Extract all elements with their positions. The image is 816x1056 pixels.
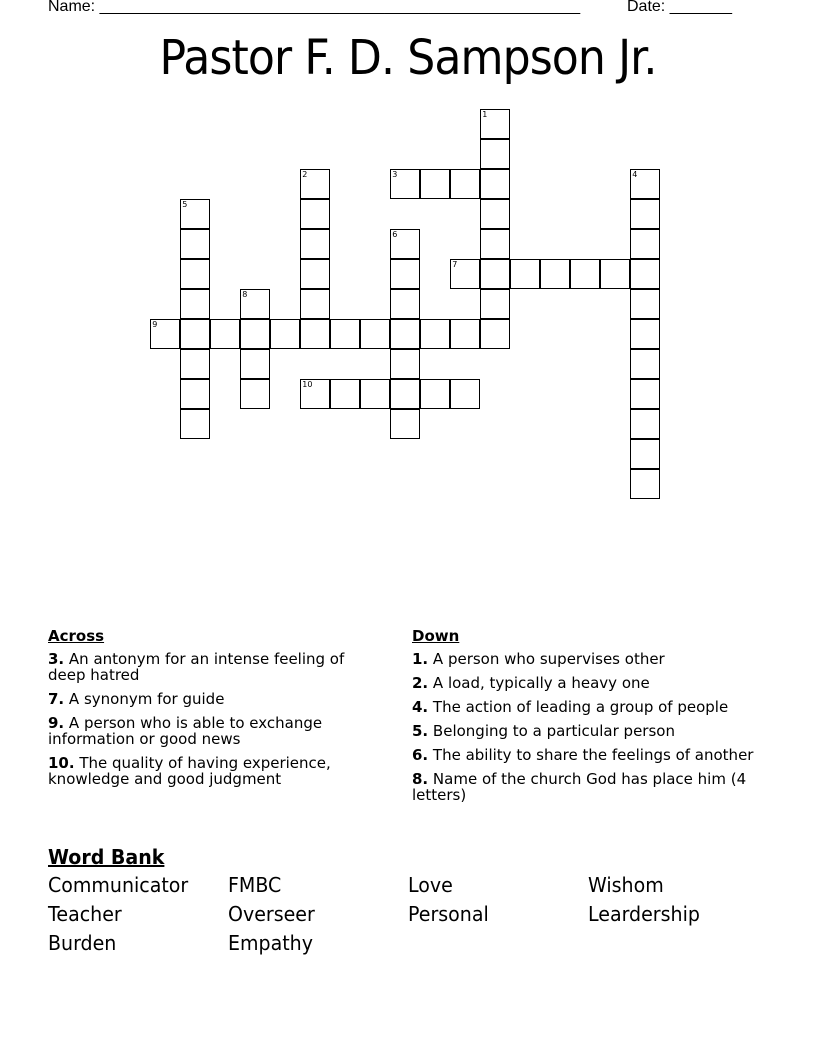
down-heading: Down <box>412 627 460 645</box>
across-clues <box>48 628 383 795</box>
crossword-cell[interactable] <box>630 169 660 199</box>
clue-number: 5. <box>412 722 429 740</box>
crossword-cell[interactable] <box>450 319 480 349</box>
crossword-cell[interactable] <box>630 229 660 259</box>
cell-number: 3 <box>392 170 398 180</box>
word-bank-heading: Word Bank <box>48 845 165 869</box>
crossword-cell[interactable] <box>540 259 570 289</box>
cell-number: 4 <box>632 170 638 180</box>
word-bank-item: Leardership <box>588 902 700 926</box>
down-clues <box>412 628 772 811</box>
crossword-cell[interactable] <box>390 169 420 199</box>
clue-number: 7. <box>48 690 65 708</box>
cell-number: 9 <box>152 320 158 330</box>
crossword-cell[interactable] <box>600 259 630 289</box>
clue-text: A load, typically a heavy one <box>432 674 650 692</box>
crossword-cell[interactable] <box>390 319 420 349</box>
crossword-cell[interactable] <box>300 259 330 289</box>
crossword-cell[interactable] <box>630 319 660 349</box>
crossword-cell[interactable] <box>480 139 510 169</box>
word-bank-item: Teacher <box>48 902 122 926</box>
crossword-cell[interactable] <box>150 319 180 349</box>
clue-text: Belonging to a particular person <box>432 722 675 740</box>
crossword-cell[interactable] <box>480 229 510 259</box>
clue-number: 9. <box>48 714 65 732</box>
crossword-cell[interactable] <box>180 319 210 349</box>
crossword-cell[interactable] <box>300 229 330 259</box>
crossword-cell[interactable] <box>180 379 210 409</box>
clue-number: 4. <box>412 698 429 716</box>
crossword-cell[interactable] <box>270 319 300 349</box>
cell-number: 10 <box>302 380 313 390</box>
clue-down-5 <box>412 723 772 739</box>
crossword-cell[interactable] <box>480 109 510 139</box>
word-bank-item: Empathy <box>228 931 313 955</box>
clue-across-7 <box>48 691 383 707</box>
clue-number: 6. <box>412 746 429 764</box>
cell-number: 1 <box>482 110 488 120</box>
clue-across-3 <box>48 651 383 683</box>
clue-down-8 <box>412 771 772 803</box>
clue-text: A synonym for guide <box>68 690 225 708</box>
clue-text: An antonym for an intense feeling of deep hatred <box>48 650 345 684</box>
crossword-cell[interactable] <box>300 199 330 229</box>
clue-down-2 <box>412 675 772 691</box>
crossword-cell[interactable] <box>480 169 510 199</box>
crossword-cell[interactable] <box>300 319 330 349</box>
crossword-cell[interactable] <box>450 379 480 409</box>
word-bank-item: Love <box>408 873 453 897</box>
clue-number: 1. <box>412 650 429 668</box>
cell-number: 5 <box>182 200 188 210</box>
cell-number: 6 <box>392 230 398 240</box>
crossword-cell[interactable] <box>480 319 510 349</box>
crossword-cell[interactable] <box>420 379 450 409</box>
crossword-cell[interactable] <box>390 409 420 439</box>
crossword-cell[interactable] <box>240 349 270 379</box>
word-bank-item: Communicator <box>48 873 189 897</box>
crossword-cell[interactable] <box>360 379 390 409</box>
crossword-cell[interactable] <box>480 199 510 229</box>
clue-across-9 <box>48 715 383 747</box>
crossword-cell[interactable] <box>300 169 330 199</box>
clue-across-10 <box>48 755 383 787</box>
clue-text: The action of leading a group of people <box>432 698 729 716</box>
crossword-cell[interactable] <box>240 379 270 409</box>
word-bank-item: Wishom <box>588 873 664 897</box>
crossword-cell[interactable] <box>300 379 330 409</box>
clue-down-6 <box>412 747 772 763</box>
clue-number: 3. <box>48 650 65 668</box>
crossword-cell[interactable] <box>390 289 420 319</box>
word-bank-item: Personal <box>408 902 489 926</box>
crossword-cell[interactable] <box>180 289 210 319</box>
crossword-cell[interactable] <box>630 199 660 229</box>
crossword-cell[interactable] <box>330 379 360 409</box>
clue-text: The quality of having experience, knowledge and good judgment <box>48 754 331 788</box>
clue-number: 8. <box>412 770 429 788</box>
crossword-cell[interactable] <box>630 349 660 379</box>
crossword-cell[interactable] <box>420 169 450 199</box>
across-heading: Across <box>48 627 105 645</box>
word-bank <box>48 845 768 955</box>
crossword-cell[interactable] <box>570 259 600 289</box>
crossword-cell[interactable] <box>360 319 390 349</box>
cell-number: 2 <box>302 170 308 180</box>
crossword-cell[interactable] <box>450 259 480 289</box>
crossword-cell[interactable] <box>450 169 480 199</box>
clue-text: Name of the church God has place him (4 letters) <box>412 770 747 804</box>
clue-down-1 <box>412 651 772 667</box>
crossword-cell[interactable] <box>300 289 330 319</box>
word-bank-list <box>48 873 768 955</box>
crossword-cell[interactable] <box>390 259 420 289</box>
crossword-cell[interactable] <box>630 409 660 439</box>
clue-number: 10. <box>48 754 75 772</box>
crossword-cell[interactable] <box>180 199 210 229</box>
crossword-cell[interactable] <box>390 229 420 259</box>
crossword-cell[interactable] <box>180 349 210 379</box>
crossword-cell[interactable] <box>240 319 270 349</box>
cell-number: 8 <box>242 290 248 300</box>
crossword-cell[interactable] <box>480 259 510 289</box>
word-bank-item: Overseer <box>228 902 315 926</box>
crossword-cell[interactable] <box>510 259 540 289</box>
clue-text: A person who supervises other <box>432 650 665 668</box>
crossword-cell[interactable] <box>630 439 660 469</box>
page-title: Pastor F. D. Sampson Jr. <box>159 30 657 86</box>
crossword-cell[interactable] <box>630 469 660 499</box>
clue-text: The ability to share the feelings of another <box>432 746 754 764</box>
word-bank-item: Burden <box>48 931 117 955</box>
clue-text: A person who is able to exchange information or good news <box>48 714 323 748</box>
crossword-cell[interactable] <box>330 319 360 349</box>
crossword-cell[interactable] <box>390 349 420 379</box>
crossword-cell[interactable] <box>420 319 450 349</box>
crossword-cell[interactable] <box>630 259 660 289</box>
clue-down-4 <box>412 699 772 715</box>
cell-number: 7 <box>452 260 458 270</box>
word-bank-item: FMBC <box>228 873 282 897</box>
date-field-label: Date: _______ <box>627 0 732 15</box>
crossword-cell[interactable] <box>180 259 210 289</box>
name-field-label: Name: ______________________________________________________ <box>48 0 581 15</box>
crossword-cell[interactable] <box>630 379 660 409</box>
clue-number: 2. <box>412 674 429 692</box>
crossword-cell[interactable] <box>180 229 210 259</box>
crossword-cell[interactable] <box>210 319 240 349</box>
crossword-cell[interactable] <box>390 379 420 409</box>
crossword-cell[interactable] <box>240 289 270 319</box>
crossword-cell[interactable] <box>180 409 210 439</box>
crossword-cell[interactable] <box>480 289 510 319</box>
crossword-grid <box>0 0 816 520</box>
crossword-cell[interactable] <box>630 289 660 319</box>
